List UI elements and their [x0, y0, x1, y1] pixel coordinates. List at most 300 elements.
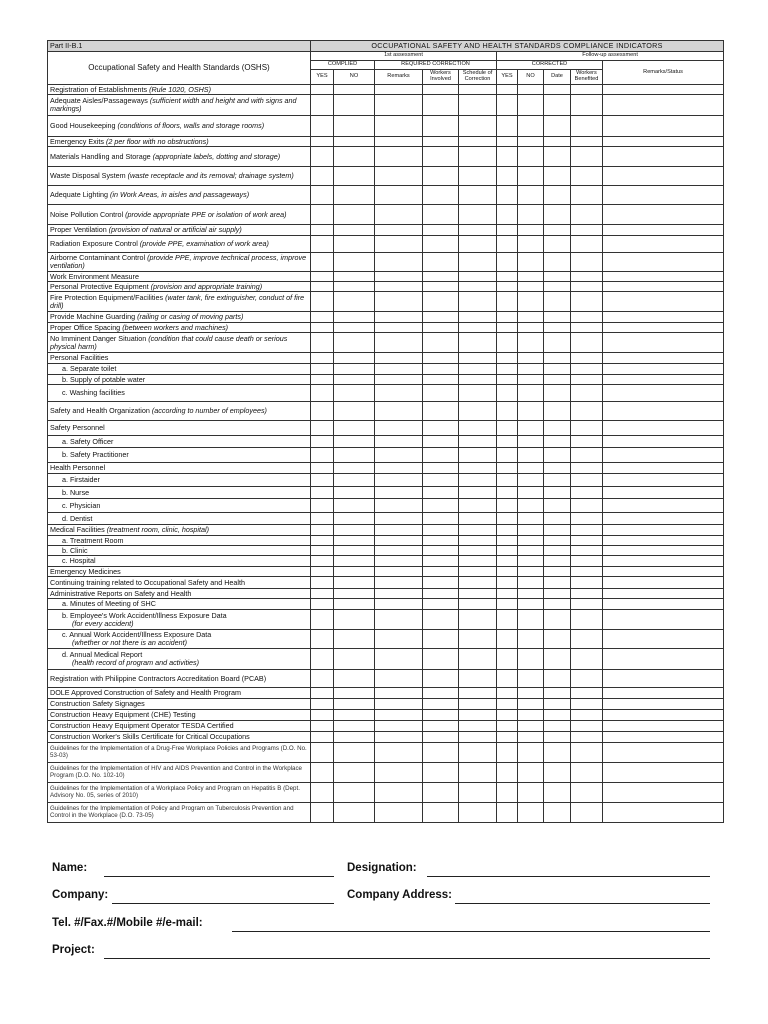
entry-cell[interactable]: [603, 599, 724, 610]
entry-cell[interactable]: [459, 292, 497, 312]
entry-cell[interactable]: [459, 137, 497, 147]
entry-cell[interactable]: [423, 225, 459, 236]
designation-field[interactable]: [427, 876, 710, 877]
entry-cell[interactable]: [544, 116, 571, 137]
entry-cell[interactable]: [375, 783, 423, 803]
entry-cell[interactable]: [334, 375, 375, 385]
entry-cell[interactable]: [571, 375, 603, 385]
entry-cell[interactable]: [423, 436, 459, 448]
entry-cell[interactable]: [311, 375, 334, 385]
entry-cell[interactable]: [518, 186, 544, 205]
entry-cell[interactable]: [334, 474, 375, 487]
entry-cell[interactable]: [375, 630, 423, 649]
entry-cell[interactable]: [423, 147, 459, 167]
entry-cell[interactable]: [423, 474, 459, 487]
entry-cell[interactable]: [423, 253, 459, 272]
entry-cell[interactable]: [334, 402, 375, 421]
entry-cell[interactable]: [311, 421, 334, 436]
entry-cell[interactable]: [571, 487, 603, 499]
entry-cell[interactable]: [497, 364, 518, 375]
entry-cell[interactable]: [334, 487, 375, 499]
entry-cell[interactable]: [518, 487, 544, 499]
entry-cell[interactable]: [544, 385, 571, 402]
entry-cell[interactable]: [375, 536, 423, 546]
entry-cell[interactable]: [375, 95, 423, 116]
entry-cell[interactable]: [603, 147, 724, 167]
entry-cell[interactable]: [497, 95, 518, 116]
entry-cell[interactable]: [603, 312, 724, 323]
entry-cell[interactable]: [459, 577, 497, 589]
entry-cell[interactable]: [497, 186, 518, 205]
entry-cell[interactable]: [311, 710, 334, 721]
entry-cell[interactable]: [497, 513, 518, 525]
entry-cell[interactable]: [423, 375, 459, 385]
entry-cell[interactable]: [544, 525, 571, 536]
entry-cell[interactable]: [497, 487, 518, 499]
entry-cell[interactable]: [311, 474, 334, 487]
entry-cell[interactable]: [334, 85, 375, 95]
entry-cell[interactable]: [459, 282, 497, 292]
entry-cell[interactable]: [334, 630, 375, 649]
entry-cell[interactable]: [518, 402, 544, 421]
entry-cell[interactable]: [518, 147, 544, 167]
entry-cell[interactable]: [518, 513, 544, 525]
entry-cell[interactable]: [603, 205, 724, 225]
entry-cell[interactable]: [544, 137, 571, 147]
entry-cell[interactable]: [518, 85, 544, 95]
entry-cell[interactable]: [571, 803, 603, 823]
entry-cell[interactable]: [571, 186, 603, 205]
entry-cell[interactable]: [571, 272, 603, 282]
entry-cell[interactable]: [603, 803, 724, 823]
entry-cell[interactable]: [423, 599, 459, 610]
entry-cell[interactable]: [375, 599, 423, 610]
entry-cell[interactable]: [423, 670, 459, 688]
entry-cell[interactable]: [311, 743, 334, 763]
entry-cell[interactable]: [571, 649, 603, 670]
entry-cell[interactable]: [311, 763, 334, 783]
entry-cell[interactable]: [375, 699, 423, 710]
entry-cell[interactable]: [375, 463, 423, 474]
entry-cell[interactable]: [497, 448, 518, 463]
entry-cell[interactable]: [571, 385, 603, 402]
entry-cell[interactable]: [603, 436, 724, 448]
entry-cell[interactable]: [334, 743, 375, 763]
entry-cell[interactable]: [459, 85, 497, 95]
entry-cell[interactable]: [497, 167, 518, 186]
entry-cell[interactable]: [571, 499, 603, 513]
entry-cell[interactable]: [334, 783, 375, 803]
entry-cell[interactable]: [518, 803, 544, 823]
entry-cell[interactable]: [518, 282, 544, 292]
entry-cell[interactable]: [459, 312, 497, 323]
entry-cell[interactable]: [311, 353, 334, 364]
entry-cell[interactable]: [603, 167, 724, 186]
entry-cell[interactable]: [375, 474, 423, 487]
entry-cell[interactable]: [311, 225, 334, 236]
entry-cell[interactable]: [571, 763, 603, 783]
entry-cell[interactable]: [423, 499, 459, 513]
entry-cell[interactable]: [459, 763, 497, 783]
entry-cell[interactable]: [375, 710, 423, 721]
entry-cell[interactable]: [334, 272, 375, 282]
entry-cell[interactable]: [497, 589, 518, 599]
entry-cell[interactable]: [423, 323, 459, 333]
entry-cell[interactable]: [603, 721, 724, 732]
entry-cell[interactable]: [334, 436, 375, 448]
entry-cell[interactable]: [518, 436, 544, 448]
entry-cell[interactable]: [518, 312, 544, 323]
entry-cell[interactable]: [497, 225, 518, 236]
entry-cell[interactable]: [459, 272, 497, 282]
entry-cell[interactable]: [571, 167, 603, 186]
entry-cell[interactable]: [571, 630, 603, 649]
entry-cell[interactable]: [497, 147, 518, 167]
entry-cell[interactable]: [544, 474, 571, 487]
entry-cell[interactable]: [375, 688, 423, 699]
entry-cell[interactable]: [571, 225, 603, 236]
entry-cell[interactable]: [544, 421, 571, 436]
entry-cell[interactable]: [571, 364, 603, 375]
entry-cell[interactable]: [375, 763, 423, 783]
entry-cell[interactable]: [459, 649, 497, 670]
entry-cell[interactable]: [518, 116, 544, 137]
entry-cell[interactable]: [311, 599, 334, 610]
entry-cell[interactable]: [518, 375, 544, 385]
entry-cell[interactable]: [311, 236, 334, 253]
entry-cell[interactable]: [571, 536, 603, 546]
entry-cell[interactable]: [518, 567, 544, 577]
entry-cell[interactable]: [334, 732, 375, 743]
entry-cell[interactable]: [571, 732, 603, 743]
entry-cell[interactable]: [603, 186, 724, 205]
entry-cell[interactable]: [571, 783, 603, 803]
entry-cell[interactable]: [571, 205, 603, 225]
entry-cell[interactable]: [375, 85, 423, 95]
entry-cell[interactable]: [334, 421, 375, 436]
entry-cell[interactable]: [459, 599, 497, 610]
entry-cell[interactable]: [423, 463, 459, 474]
entry-cell[interactable]: [603, 448, 724, 463]
entry-cell[interactable]: [334, 323, 375, 333]
entry-cell[interactable]: [311, 312, 334, 323]
entry-cell[interactable]: [571, 137, 603, 147]
company-address-field[interactable]: [455, 903, 710, 904]
entry-cell[interactable]: [334, 688, 375, 699]
entry-cell[interactable]: [603, 763, 724, 783]
entry-cell[interactable]: [423, 137, 459, 147]
entry-cell[interactable]: [603, 95, 724, 116]
entry-cell[interactable]: [459, 95, 497, 116]
entry-cell[interactable]: [544, 688, 571, 699]
entry-cell[interactable]: [334, 463, 375, 474]
entry-cell[interactable]: [497, 710, 518, 721]
entry-cell[interactable]: [459, 536, 497, 546]
entry-cell[interactable]: [334, 710, 375, 721]
entry-cell[interactable]: [311, 436, 334, 448]
entry-cell[interactable]: [375, 610, 423, 630]
entry-cell[interactable]: [603, 710, 724, 721]
entry-cell[interactable]: [311, 333, 334, 353]
entry-cell[interactable]: [311, 688, 334, 699]
entry-cell[interactable]: [544, 589, 571, 599]
entry-cell[interactable]: [518, 463, 544, 474]
entry-cell[interactable]: [544, 436, 571, 448]
entry-cell[interactable]: [544, 95, 571, 116]
entry-cell[interactable]: [603, 487, 724, 499]
entry-cell[interactable]: [423, 282, 459, 292]
entry-cell[interactable]: [334, 282, 375, 292]
entry-cell[interactable]: [375, 487, 423, 499]
entry-cell[interactable]: [459, 353, 497, 364]
entry-cell[interactable]: [571, 721, 603, 732]
entry-cell[interactable]: [603, 546, 724, 556]
entry-cell[interactable]: [459, 205, 497, 225]
entry-cell[interactable]: [544, 670, 571, 688]
entry-cell[interactable]: [497, 721, 518, 732]
entry-cell[interactable]: [497, 567, 518, 577]
entry-cell[interactable]: [518, 333, 544, 353]
entry-cell[interactable]: [603, 282, 724, 292]
entry-cell[interactable]: [375, 225, 423, 236]
entry-cell[interactable]: [311, 546, 334, 556]
entry-cell[interactable]: [375, 556, 423, 567]
entry-cell[interactable]: [603, 589, 724, 599]
entry-cell[interactable]: [571, 333, 603, 353]
entry-cell[interactable]: [497, 402, 518, 421]
entry-cell[interactable]: [544, 312, 571, 323]
entry-cell[interactable]: [459, 546, 497, 556]
entry-cell[interactable]: [311, 525, 334, 536]
entry-cell[interactable]: [518, 688, 544, 699]
entry-cell[interactable]: [375, 385, 423, 402]
entry-cell[interactable]: [423, 353, 459, 364]
entry-cell[interactable]: [571, 463, 603, 474]
entry-cell[interactable]: [375, 577, 423, 589]
entry-cell[interactable]: [497, 292, 518, 312]
entry-cell[interactable]: [603, 116, 724, 137]
entry-cell[interactable]: [571, 421, 603, 436]
entry-cell[interactable]: [375, 323, 423, 333]
entry-cell[interactable]: [334, 803, 375, 823]
entry-cell[interactable]: [311, 487, 334, 499]
entry-cell[interactable]: [375, 272, 423, 282]
entry-cell[interactable]: [375, 803, 423, 823]
entry-cell[interactable]: [571, 546, 603, 556]
entry-cell[interactable]: [497, 699, 518, 710]
entry-cell[interactable]: [311, 385, 334, 402]
entry-cell[interactable]: [423, 630, 459, 649]
entry-cell[interactable]: [311, 137, 334, 147]
entry-cell[interactable]: [375, 333, 423, 353]
entry-cell[interactable]: [334, 147, 375, 167]
entry-cell[interactable]: [375, 186, 423, 205]
entry-cell[interactable]: [334, 546, 375, 556]
entry-cell[interactable]: [571, 743, 603, 763]
entry-cell[interactable]: [571, 610, 603, 630]
entry-cell[interactable]: [497, 732, 518, 743]
entry-cell[interactable]: [334, 205, 375, 225]
entry-cell[interactable]: [544, 85, 571, 95]
entry-cell[interactable]: [497, 116, 518, 137]
entry-cell[interactable]: [311, 167, 334, 186]
entry-cell[interactable]: [334, 589, 375, 599]
entry-cell[interactable]: [334, 599, 375, 610]
entry-cell[interactable]: [497, 474, 518, 487]
entry-cell[interactable]: [334, 536, 375, 546]
entry-cell[interactable]: [544, 402, 571, 421]
entry-cell[interactable]: [544, 743, 571, 763]
entry-cell[interactable]: [311, 448, 334, 463]
entry-cell[interactable]: [497, 385, 518, 402]
entry-cell[interactable]: [375, 448, 423, 463]
entry-cell[interactable]: [459, 721, 497, 732]
entry-cell[interactable]: [334, 556, 375, 567]
entry-cell[interactable]: [518, 699, 544, 710]
entry-cell[interactable]: [459, 186, 497, 205]
entry-cell[interactable]: [423, 732, 459, 743]
entry-cell[interactable]: [603, 463, 724, 474]
entry-cell[interactable]: [423, 421, 459, 436]
entry-cell[interactable]: [459, 474, 497, 487]
entry-cell[interactable]: [497, 556, 518, 567]
entry-cell[interactable]: [459, 402, 497, 421]
entry-cell[interactable]: [311, 513, 334, 525]
entry-cell[interactable]: [311, 721, 334, 732]
entry-cell[interactable]: [311, 402, 334, 421]
entry-cell[interactable]: [544, 721, 571, 732]
entry-cell[interactable]: [544, 556, 571, 567]
entry-cell[interactable]: [497, 688, 518, 699]
entry-cell[interactable]: [497, 236, 518, 253]
entry-cell[interactable]: [497, 85, 518, 95]
entry-cell[interactable]: [544, 272, 571, 282]
entry-cell[interactable]: [334, 364, 375, 375]
entry-cell[interactable]: [423, 236, 459, 253]
entry-cell[interactable]: [518, 536, 544, 546]
entry-cell[interactable]: [459, 364, 497, 375]
entry-cell[interactable]: [423, 699, 459, 710]
entry-cell[interactable]: [497, 670, 518, 688]
entry-cell[interactable]: [603, 513, 724, 525]
entry-cell[interactable]: [603, 85, 724, 95]
entry-cell[interactable]: [311, 364, 334, 375]
entry-cell[interactable]: [544, 513, 571, 525]
entry-cell[interactable]: [334, 167, 375, 186]
entry-cell[interactable]: [497, 763, 518, 783]
entry-cell[interactable]: [423, 85, 459, 95]
entry-cell[interactable]: [311, 116, 334, 137]
entry-cell[interactable]: [571, 402, 603, 421]
entry-cell[interactable]: [334, 312, 375, 323]
entry-cell[interactable]: [544, 236, 571, 253]
entry-cell[interactable]: [603, 699, 724, 710]
entry-cell[interactable]: [459, 333, 497, 353]
entry-cell[interactable]: [518, 670, 544, 688]
entry-cell[interactable]: [544, 630, 571, 649]
entry-cell[interactable]: [311, 282, 334, 292]
entry-cell[interactable]: [311, 95, 334, 116]
entry-cell[interactable]: [603, 137, 724, 147]
entry-cell[interactable]: [334, 385, 375, 402]
entry-cell[interactable]: [423, 333, 459, 353]
entry-cell[interactable]: [423, 743, 459, 763]
entry-cell[interactable]: [544, 147, 571, 167]
entry-cell[interactable]: [518, 743, 544, 763]
entry-cell[interactable]: [334, 95, 375, 116]
entry-cell[interactable]: [544, 333, 571, 353]
entry-cell[interactable]: [603, 670, 724, 688]
entry-cell[interactable]: [571, 312, 603, 323]
entry-cell[interactable]: [497, 649, 518, 670]
entry-cell[interactable]: [497, 536, 518, 546]
entry-cell[interactable]: [497, 525, 518, 536]
entry-cell[interactable]: [571, 292, 603, 312]
entry-cell[interactable]: [334, 577, 375, 589]
entry-cell[interactable]: [334, 333, 375, 353]
entry-cell[interactable]: [544, 364, 571, 375]
entry-cell[interactable]: [544, 536, 571, 546]
entry-cell[interactable]: [544, 699, 571, 710]
entry-cell[interactable]: [459, 589, 497, 599]
entry-cell[interactable]: [518, 630, 544, 649]
entry-cell[interactable]: [423, 448, 459, 463]
entry-cell[interactable]: [459, 421, 497, 436]
entry-cell[interactable]: [518, 353, 544, 364]
entry-cell[interactable]: [571, 448, 603, 463]
entry-cell[interactable]: [375, 721, 423, 732]
entry-cell[interactable]: [311, 463, 334, 474]
entry-cell[interactable]: [334, 513, 375, 525]
entry-cell[interactable]: [544, 292, 571, 312]
entry-cell[interactable]: [497, 463, 518, 474]
entry-cell[interactable]: [375, 312, 423, 323]
entry-cell[interactable]: [334, 225, 375, 236]
entry-cell[interactable]: [571, 323, 603, 333]
entry-cell[interactable]: [459, 463, 497, 474]
entry-cell[interactable]: [459, 375, 497, 385]
entry-cell[interactable]: [603, 353, 724, 364]
entry-cell[interactable]: [334, 670, 375, 688]
entry-cell[interactable]: [423, 116, 459, 137]
entry-cell[interactable]: [497, 137, 518, 147]
entry-cell[interactable]: [544, 803, 571, 823]
entry-cell[interactable]: [311, 536, 334, 546]
entry-cell[interactable]: [375, 743, 423, 763]
entry-cell[interactable]: [334, 649, 375, 670]
entry-cell[interactable]: [544, 323, 571, 333]
entry-cell[interactable]: [375, 375, 423, 385]
entry-cell[interactable]: [375, 499, 423, 513]
entry-cell[interactable]: [603, 649, 724, 670]
entry-cell[interactable]: [571, 85, 603, 95]
entry-cell[interactable]: [518, 474, 544, 487]
entry-cell[interactable]: [571, 95, 603, 116]
entry-cell[interactable]: [544, 610, 571, 630]
entry-cell[interactable]: [518, 167, 544, 186]
entry-cell[interactable]: [571, 710, 603, 721]
entry-cell[interactable]: [497, 333, 518, 353]
entry-cell[interactable]: [423, 649, 459, 670]
entry-cell[interactable]: [518, 236, 544, 253]
entry-cell[interactable]: [518, 137, 544, 147]
entry-cell[interactable]: [603, 375, 724, 385]
entry-cell[interactable]: [603, 402, 724, 421]
entry-cell[interactable]: [375, 282, 423, 292]
entry-cell[interactable]: [423, 402, 459, 421]
entry-cell[interactable]: [375, 167, 423, 186]
entry-cell[interactable]: [518, 599, 544, 610]
